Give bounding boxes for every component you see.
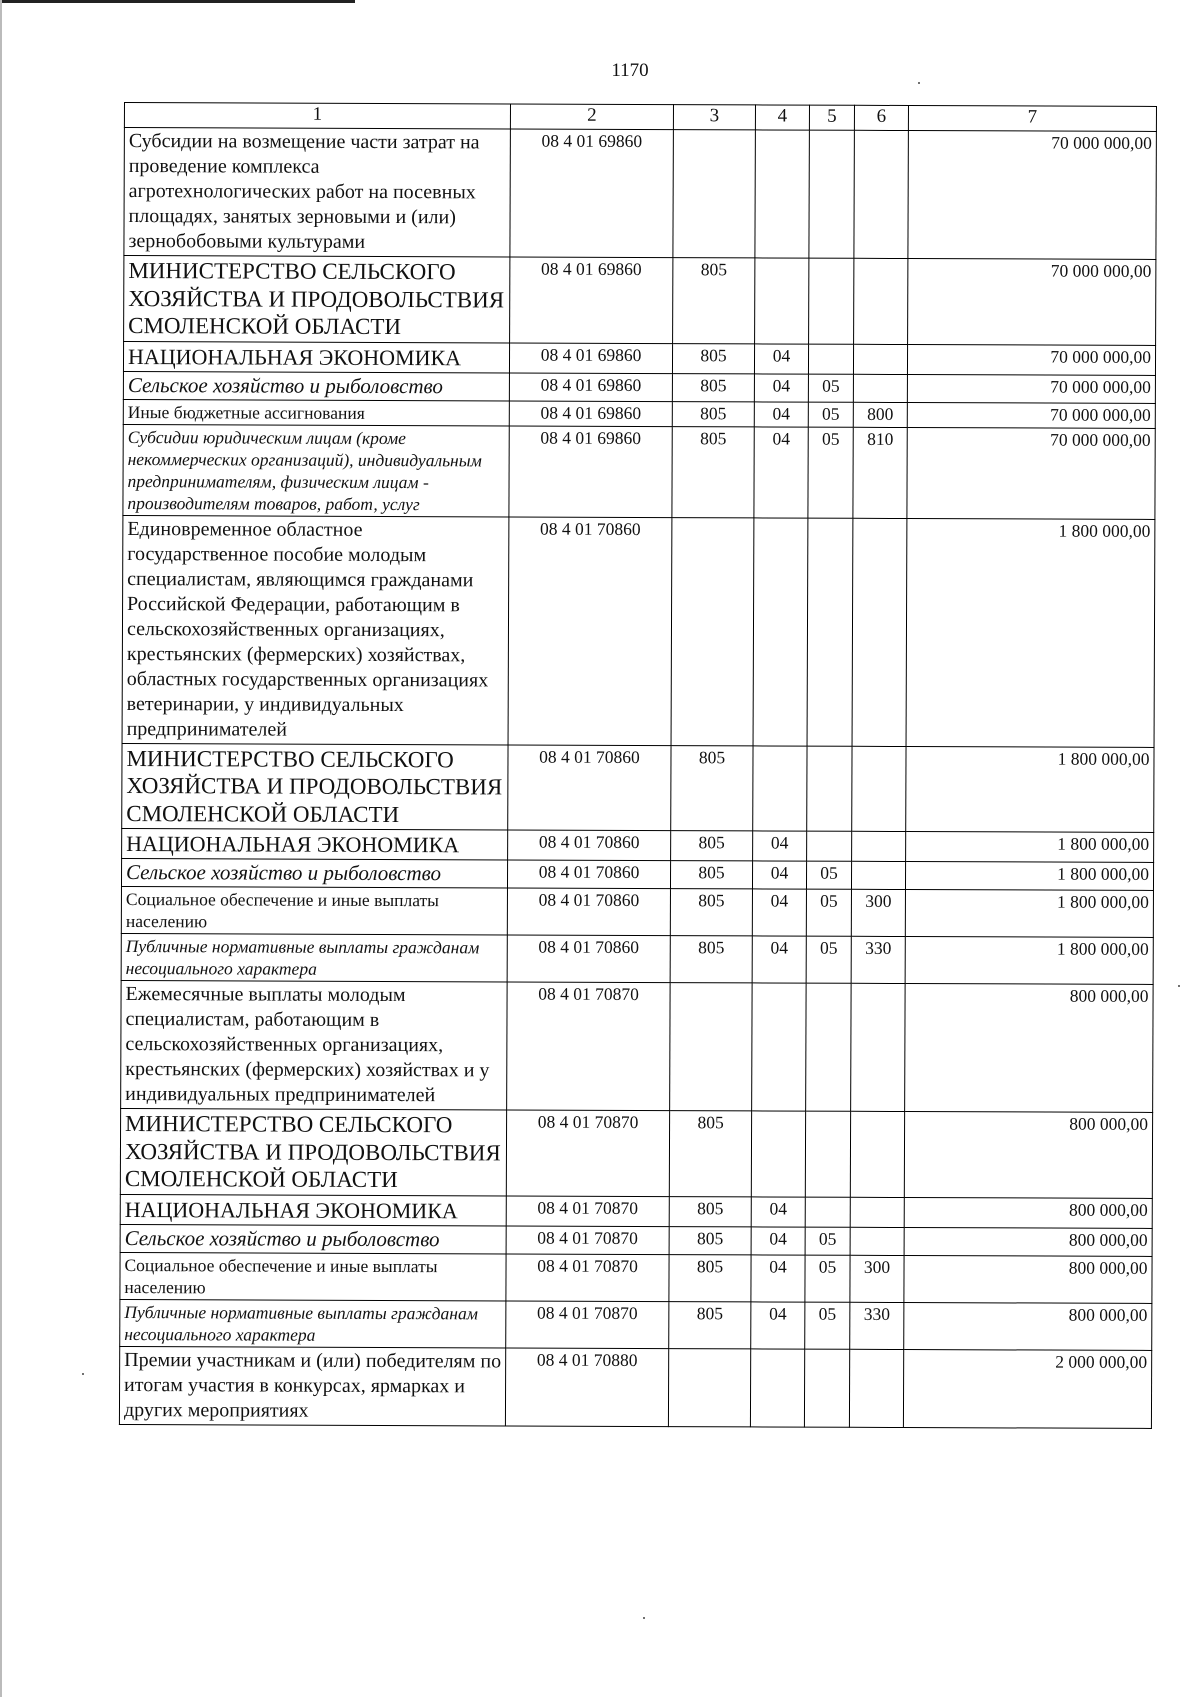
cell-section-code: 04 bbox=[751, 1254, 805, 1301]
cell-admin-code bbox=[673, 130, 755, 258]
cell-section-code: 04 bbox=[752, 889, 806, 936]
cell-name: НАЦИОНАЛЬНАЯ ЭКОНОМИКА bbox=[123, 341, 509, 372]
cell-target-article: 08 4 01 70860 bbox=[507, 860, 670, 889]
cell-subsection-code bbox=[807, 518, 853, 746]
cell-amount: 800 000,00 bbox=[904, 1227, 1152, 1256]
cell-section-code bbox=[753, 745, 807, 831]
col-header-rz: 4 bbox=[755, 105, 809, 130]
cell-name: Субсидии на возмещение части затрат на проведение комплекса агротехнологических работ на посевных площадях, занятых зерновыми и (или) зернобобовыми культурами bbox=[124, 128, 510, 257]
cell-subsection-code: 05 bbox=[806, 861, 851, 889]
cell-amount: 1 800 000,00 bbox=[905, 890, 1153, 938]
cell-name: Сельское хозяйство и рыболовство bbox=[120, 1224, 506, 1253]
cell-name: Единовременное областное государственное пособие молодым специалистам, являющимся гражданами Российской Федерации, работающим в сельскохозяйственных организациях, крестьянских (фермерских) хозяйствах, областных государственных организациях ветеринарии, у индивидуальных предпринимателей bbox=[122, 515, 509, 744]
cell-admin-code bbox=[668, 1348, 750, 1426]
cell-section-code bbox=[755, 130, 809, 258]
cell-name: Сельское хозяйство и рыболовство bbox=[123, 371, 509, 400]
table-row bbox=[121, 886, 1153, 937]
cell-subsection-code: 05 bbox=[806, 889, 851, 936]
cell-amount: 1 800 000,00 bbox=[905, 862, 1153, 891]
cell-name: НАЦИОНАЛЬНАЯ ЭКОНОМИКА bbox=[122, 828, 508, 859]
cell-admin-code: 805 bbox=[669, 1301, 751, 1348]
cell-section-code: 04 bbox=[754, 373, 808, 401]
cell-section-code bbox=[755, 258, 809, 344]
cell-target-article: 08 4 01 69860 bbox=[509, 372, 672, 401]
cell-expense-type bbox=[851, 983, 905, 1111]
cell-expense-type bbox=[850, 1111, 904, 1197]
cell-name: Социальное обеспечение и иные выплаты населению bbox=[120, 1252, 506, 1300]
table-row bbox=[123, 371, 1155, 403]
cell-expense-type bbox=[852, 831, 906, 861]
cell-amount: 800 000,00 bbox=[904, 1112, 1152, 1198]
cell-admin-code: 805 bbox=[672, 373, 754, 401]
cell-section-code: 04 bbox=[754, 401, 808, 426]
scan-speck bbox=[918, 82, 920, 84]
cell-section-code: 04 bbox=[753, 831, 807, 861]
cell-subsection-code bbox=[804, 1349, 849, 1427]
cell-amount: 70 000 000,00 bbox=[907, 402, 1155, 428]
table-row bbox=[123, 341, 1155, 375]
cell-section-code: 04 bbox=[751, 1196, 805, 1226]
cell-expense-type: 300 bbox=[850, 1255, 904, 1302]
cell-name: МИНИСТЕРСТВО СЕЛЬСКОГО ХОЗЯЙСТВА И ПРОДОВОЛЬСТВИЯ СМОЛЕНСКОЙ ОБЛАСТИ bbox=[124, 256, 510, 343]
cell-target-article: 08 4 01 70870 bbox=[506, 1195, 669, 1226]
cell-subsection-code bbox=[805, 1197, 850, 1227]
cell-admin-code: 805 bbox=[673, 258, 755, 344]
cell-target-article: 08 4 01 70860 bbox=[507, 888, 670, 936]
table-row bbox=[121, 980, 1153, 1112]
col-header-csr: 2 bbox=[510, 104, 673, 130]
cell-admin-code: 805 bbox=[672, 426, 754, 517]
cell-target-article: 08 4 01 70870 bbox=[506, 1110, 669, 1196]
cell-subsection-code bbox=[805, 1111, 850, 1197]
table-row bbox=[120, 1252, 1152, 1303]
table-row bbox=[122, 743, 1154, 832]
cell-expense-type bbox=[852, 518, 907, 746]
cell-expense-type: 330 bbox=[851, 936, 905, 983]
cell-admin-code: 805 bbox=[672, 401, 754, 426]
cell-admin-code: 805 bbox=[669, 1254, 751, 1301]
cell-subsection-code bbox=[807, 831, 852, 861]
scan-edge-line bbox=[0, 0, 355, 3]
cell-target-article: 08 4 01 70880 bbox=[505, 1347, 668, 1426]
cell-admin-code: 805 bbox=[669, 1196, 751, 1226]
cell-subsection-code bbox=[808, 344, 853, 374]
cell-target-article: 08 4 01 70860 bbox=[508, 830, 671, 861]
cell-target-article: 08 4 01 69860 bbox=[510, 257, 673, 343]
cell-name: Премии участникам и (или) победителям по итогам участия в конкурсах, ярмарках и других мероприятиях bbox=[119, 1346, 505, 1425]
scan-speck bbox=[1178, 985, 1180, 987]
table-row bbox=[120, 1299, 1152, 1350]
cell-expense-type: 300 bbox=[851, 889, 905, 936]
cell-target-article: 08 4 01 70860 bbox=[508, 744, 671, 830]
table-row bbox=[122, 828, 1154, 862]
cell-target-article: 08 4 01 69860 bbox=[509, 342, 672, 373]
cell-amount: 800 000,00 bbox=[905, 984, 1153, 1113]
cell-target-article: 08 4 01 70870 bbox=[506, 1225, 669, 1254]
cell-amount: 70 000 000,00 bbox=[908, 131, 1156, 260]
cell-amount: 2 000 000,00 bbox=[903, 1349, 1151, 1428]
cell-section-code: 04 bbox=[751, 1301, 805, 1348]
cell-admin-code bbox=[671, 517, 754, 745]
cell-section-code bbox=[752, 983, 806, 1111]
cell-name: Публичные нормативные выплаты гражданам несоциального характера bbox=[120, 1299, 506, 1347]
cell-target-article: 08 4 01 69860 bbox=[509, 425, 672, 517]
cell-expense-type bbox=[851, 861, 905, 889]
cell-section-code bbox=[753, 517, 808, 745]
cell-target-article: 08 4 01 70870 bbox=[506, 1253, 669, 1301]
table-body bbox=[119, 128, 1156, 1428]
cell-subsection-code: 05 bbox=[805, 1227, 850, 1255]
cell-subsection-code: 05 bbox=[808, 427, 853, 518]
page-number: 1170 bbox=[611, 60, 649, 81]
cell-subsection-code bbox=[809, 258, 854, 344]
table-row bbox=[120, 1194, 1152, 1228]
cell-name: Публичные нормативные выплаты гражданам несоциального характера bbox=[121, 933, 507, 981]
col-header-pr: 5 bbox=[809, 105, 854, 130]
cell-name: Субсидии юридическим лицам (кроме некоммерческих организаций), индивидуальным предпринимателям, физическим лицам - производителям товаров, работ, услуг bbox=[123, 424, 509, 516]
cell-expense-type bbox=[850, 1197, 904, 1227]
cell-expense-type bbox=[849, 1349, 903, 1427]
col-header-sum: 7 bbox=[908, 106, 1156, 132]
table-row bbox=[120, 1224, 1152, 1256]
cell-section-code: 04 bbox=[751, 1226, 805, 1254]
cell-name: НАЦИОНАЛЬНАЯ ЭКОНОМИКА bbox=[120, 1194, 506, 1225]
cell-admin-code: 805 bbox=[670, 861, 752, 889]
table-row bbox=[120, 1108, 1152, 1197]
cell-amount: 1 800 000,00 bbox=[906, 832, 1154, 863]
cell-section-code bbox=[751, 1111, 805, 1197]
cell-admin-code: 805 bbox=[670, 889, 752, 936]
scan-speck bbox=[82, 1373, 84, 1375]
col-header-vr: 6 bbox=[854, 105, 908, 130]
cell-subsection-code bbox=[807, 746, 852, 832]
col-header-name: 1 bbox=[124, 103, 510, 129]
budget-table bbox=[119, 102, 1157, 1428]
table-row bbox=[124, 128, 1156, 260]
cell-target-article: 08 4 01 70870 bbox=[506, 1300, 669, 1348]
cell-amount: 70 000 000,00 bbox=[907, 344, 1155, 375]
cell-expense-type: 800 bbox=[853, 402, 907, 427]
cell-amount: 1 800 000,00 bbox=[905, 937, 1153, 985]
table-row bbox=[124, 256, 1156, 345]
cell-subsection-code bbox=[806, 983, 851, 1111]
cell-name: Сельское хозяйство и рыболовство bbox=[121, 858, 507, 887]
cell-admin-code: 805 bbox=[672, 343, 754, 373]
cell-expense-type bbox=[853, 344, 907, 374]
cell-amount: 1 800 000,00 bbox=[906, 518, 1155, 747]
cell-amount: 70 000 000,00 bbox=[907, 374, 1155, 403]
scan-speck bbox=[643, 1617, 645, 1619]
cell-expense-type bbox=[853, 374, 907, 402]
cell-admin-code: 805 bbox=[671, 745, 753, 831]
cell-amount: 70 000 000,00 bbox=[908, 259, 1156, 345]
cell-target-article: 08 4 01 69860 bbox=[509, 400, 672, 426]
scan-margin-line bbox=[0, 0, 2, 1697]
cell-expense-type bbox=[850, 1227, 904, 1255]
cell-section-code: 04 bbox=[752, 936, 806, 983]
cell-expense-type bbox=[854, 258, 908, 344]
col-header-gr: 3 bbox=[673, 105, 755, 130]
cell-subsection-code: 05 bbox=[806, 936, 851, 983]
cell-section-code bbox=[750, 1348, 804, 1426]
cell-subsection-code: 05 bbox=[805, 1255, 850, 1302]
cell-expense-type: 330 bbox=[850, 1302, 904, 1349]
table-row bbox=[123, 424, 1155, 519]
table-row bbox=[121, 933, 1153, 984]
cell-name: МИНИСТЕРСТВО СЕЛЬСКОГО ХОЗЯЙСТВА И ПРОДОВОЛЬСТВИЯ СМОЛЕНСКОЙ ОБЛАСТИ bbox=[120, 1108, 506, 1195]
cell-admin-code: 805 bbox=[669, 1226, 751, 1254]
cell-amount: 800 000,00 bbox=[904, 1302, 1152, 1350]
cell-expense-type: 810 bbox=[853, 427, 907, 518]
table-row bbox=[119, 1346, 1151, 1428]
cell-expense-type bbox=[852, 746, 906, 832]
cell-target-article: 08 4 01 70870 bbox=[507, 982, 670, 1111]
cell-subsection-code: 05 bbox=[808, 374, 853, 402]
cell-name: Социальное обеспечение и иные выплаты населению bbox=[121, 886, 507, 934]
cell-section-code: 04 bbox=[754, 426, 808, 517]
cell-target-article: 08 4 01 70860 bbox=[508, 516, 672, 745]
cell-subsection-code bbox=[809, 130, 854, 258]
cell-admin-code bbox=[670, 983, 752, 1111]
cell-amount: 1 800 000,00 bbox=[906, 746, 1154, 832]
cell-section-code: 04 bbox=[754, 343, 808, 373]
cell-name: Иные бюджетные ассигнования bbox=[123, 399, 509, 425]
cell-admin-code: 805 bbox=[669, 1111, 751, 1197]
cell-target-article: 08 4 01 69860 bbox=[510, 129, 673, 258]
cell-name: МИНИСТЕРСТВО СЕЛЬСКОГО ХОЗЯЙСТВА И ПРОДОВОЛЬСТВИЯ СМОЛЕНСКОЙ ОБЛАСТИ bbox=[122, 743, 508, 830]
cell-admin-code: 805 bbox=[671, 831, 753, 861]
cell-admin-code: 805 bbox=[670, 936, 752, 983]
cell-section-code: 04 bbox=[752, 861, 806, 889]
cell-subsection-code: 05 bbox=[805, 1302, 850, 1349]
table-row bbox=[122, 515, 1155, 747]
cell-amount: 800 000,00 bbox=[904, 1255, 1152, 1303]
table-row bbox=[121, 858, 1153, 890]
cell-subsection-code: 05 bbox=[808, 402, 853, 427]
cell-amount: 800 000,00 bbox=[904, 1197, 1152, 1228]
cell-name: Ежемесячные выплаты молодым специалистам, работающим в сельскохозяйственных организациях, крестьянских (фермерских) хозяйствах и у индивидуальных предпринимателей bbox=[121, 980, 507, 1109]
cell-amount: 70 000 000,00 bbox=[907, 427, 1155, 519]
cell-expense-type bbox=[854, 130, 908, 258]
cell-target-article: 08 4 01 70860 bbox=[507, 935, 670, 983]
